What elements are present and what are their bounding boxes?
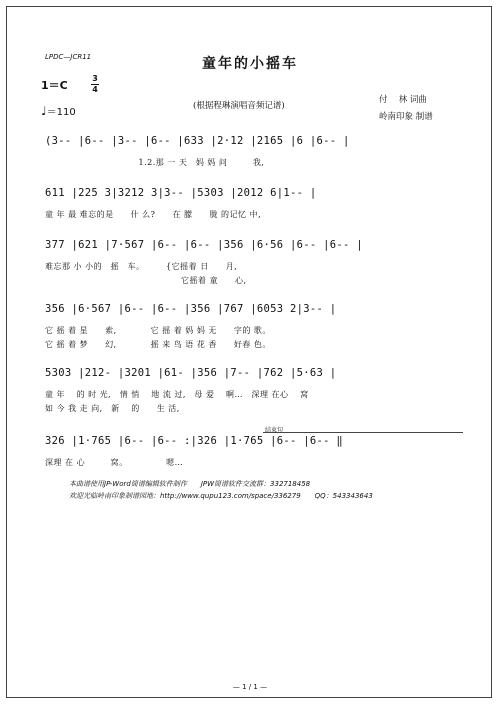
notation-line: 326 |1·765 |6-- |6-- :|326 |1·765 |6-- |6-- ‖ bbox=[45, 435, 343, 447]
ending-bracket bbox=[263, 432, 463, 433]
ending-label: 结束句 bbox=[265, 427, 284, 434]
tempo-value: ＝110 bbox=[46, 107, 76, 118]
notation-line: 611 |225 3|3212 3|3-- |5303 |2012 6|1-- | bbox=[45, 187, 317, 199]
meter-top: 3 bbox=[92, 74, 98, 83]
score-page bbox=[6, 6, 492, 698]
page-title: 童年的小摇车 bbox=[202, 56, 298, 72]
notation-line: 377 |621 |7·567 |6-- |6-- |356 |6·56 |6-- |6-- | bbox=[45, 239, 363, 251]
score-code: LPDC—JCR11 bbox=[45, 53, 92, 61]
time-signature bbox=[91, 75, 99, 94]
notation-line: 356 |6·567 |6-- |6-- |356 |767 |6053 2|3-- | bbox=[45, 303, 337, 315]
lyric-line: 它摇着 童 心, bbox=[45, 276, 247, 285]
lyric-line: 它 摇 着 梦 幻, 摇 来 鸟 语 花 香 好春 色。 bbox=[45, 340, 271, 349]
lyric-line: 童 年 最 难忘的是 什 么? 在 朦 胧 的记忆 中, bbox=[45, 210, 262, 219]
footer-line: 本曲谱使用JP-Word简谱编辑软件制作 JPW简谱软件交流群：332718458 bbox=[69, 480, 311, 488]
lyric-line: 1.2.那 一 天 妈 妈 问 我, bbox=[45, 158, 265, 167]
footer-line: 欢迎光临岭南印象制谱园地：http://www.qupu123.com/space/336279 QQ：543343643 bbox=[69, 492, 373, 500]
subtitle: (根据程琳演唱音频记谱) bbox=[193, 101, 285, 111]
page-number: — 1 / 1 — bbox=[232, 683, 268, 691]
credit-notation: 岭南印象 制谱 bbox=[379, 112, 433, 122]
notation-line: (3-- |6-- |3-- |6-- |633 |2·12 |2165 |6 |6-- | bbox=[45, 135, 350, 147]
lyric-line: 如 今 我 走 向, 新 的 生 活, bbox=[45, 404, 180, 413]
credit-lyrics-music: 付 林 词曲 bbox=[379, 95, 427, 105]
tempo-mark bbox=[41, 103, 76, 118]
lyric-line: 童 年 的 时 光, 情 悄 地 流 过, 母 爱 啊… 深理 在心 窝 bbox=[45, 390, 309, 399]
quarter-note-icon: ♩ bbox=[41, 104, 47, 118]
lyric-line: 难忘那 小 小的 摇 车。 {它摇着 日 月, bbox=[45, 262, 238, 271]
key-signature: 1＝C bbox=[41, 79, 68, 92]
lyric-line: 它 摇 着 星 索, 它 摇 着 妈 妈 无 字的 歌。 bbox=[45, 326, 271, 335]
meter-bottom: 4 bbox=[92, 85, 98, 94]
lyric-line: 深理 在 心 窝。 嗯… bbox=[45, 458, 184, 467]
notation-line: 5303 |212- |3201 |61- |356 |7-- |762 |5·63 | bbox=[45, 367, 337, 379]
